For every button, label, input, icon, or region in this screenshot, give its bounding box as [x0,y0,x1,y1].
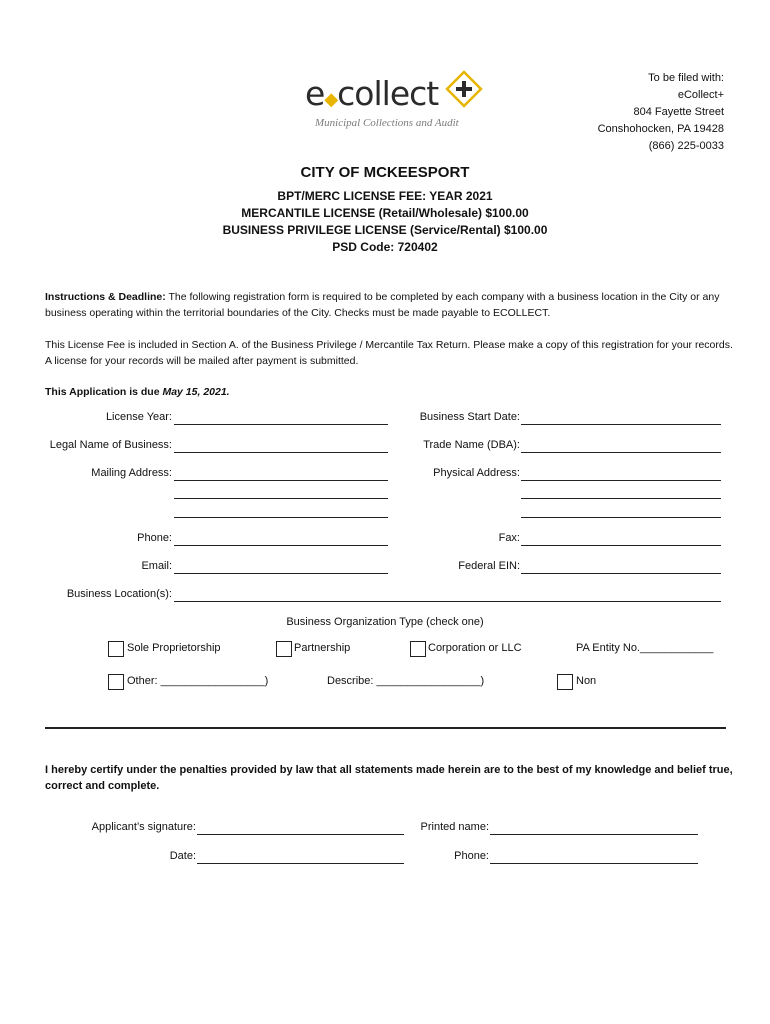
email-field[interactable] [174,573,388,574]
filed-with-line: (866) 225-0033 [648,140,724,152]
due-prefix: This Application is due [45,386,163,398]
title-block [0,188,770,256]
trade-name-field[interactable] [521,452,721,453]
trade-name-label: Trade Name (DBA): [423,439,520,451]
other-checkbox[interactable] [108,674,124,690]
date-field[interactable] [197,863,404,864]
email-label: Email: [141,560,172,572]
mailing-address-field-3[interactable] [174,517,388,518]
ecollect-logo [305,70,485,130]
license-fee-paragraph: This License Fee is included in Section A. of the Business Privilege / Mercantile Tax Return. Please make a copy of this registration for your records. A license for your records will be mailed after payment is submitted. [45,339,733,367]
corporation-llc-label: Corporation or LLC [428,642,522,654]
mailing-address-label: Mailing Address: [91,467,172,479]
mercantile-license-line: MERCANTILE LICENSE (Retail/Wholesale) $100.00 [241,206,529,220]
partnership-checkbox[interactable] [276,641,292,657]
sole-proprietorship-checkbox[interactable] [108,641,124,657]
fax-label: Fax: [498,532,520,544]
filed-with-line: To be filed with: [648,72,724,84]
instructions-paragraph [45,289,735,321]
partnership-label: Partnership [294,642,351,654]
legal-name-label: Legal Name of Business: [49,439,172,451]
physical-address-field-3[interactable] [521,517,721,518]
printed-name-field[interactable] [490,834,698,835]
sole-proprietorship-label: Sole Proprietorship [127,642,221,654]
filed-with-line: Conshohocken, PA 19428 [597,123,724,135]
certification-statement: I hereby certify under the penalties provided by law that all statements made herein are to the best of my knowledge and belief true, correct and complete. [45,764,733,792]
cert-phone-field[interactable] [490,863,698,864]
section-divider [45,727,726,729]
license-year-field[interactable] [174,424,388,425]
legal-name-field[interactable] [174,452,388,453]
filed-with-line: eCollect+ [677,89,724,101]
non-checkbox[interactable] [557,674,573,690]
federal-ein-label: Federal EIN: [458,560,520,572]
applicant-signature-field[interactable] [197,834,404,835]
corporation-llc-checkbox[interactable] [410,641,426,657]
org-type-heading: Business Organization Type (check one) [286,616,484,628]
physical-address-label: Physical Address: [433,467,520,479]
instructions-text: The following registration form is required to be completed by each company with a business location in the City or any business operating within the territorial boundaries of the City. Checks must be made payable to ECOLLECT. [45,291,720,319]
physical-address-field-2[interactable] [521,498,721,499]
business-locations-field[interactable] [174,601,721,602]
printed-name-label: Printed name: [420,821,489,833]
filed-with-line: 804 Fayette Street [633,106,724,118]
phone-field[interactable] [174,545,388,546]
pa-entity-number-field[interactable]: PA Entity No.____________ [576,642,714,654]
mailing-address-field-2[interactable] [174,498,388,499]
due-date-line [45,384,735,400]
physical-address-field[interactable] [521,480,721,481]
mailing-address-field[interactable] [174,480,388,481]
plus-diamond-icon [445,70,483,108]
city-title: CITY OF MCKEESPORT [300,164,470,181]
applicant-signature-label: Applicant’s signature: [91,821,196,833]
due-date: May 15, 2021. [162,386,230,398]
license-year-label: License Year: [105,411,172,423]
phone-label: Phone: [137,532,172,544]
fax-field[interactable] [521,545,721,546]
filed-with-block [598,70,724,155]
federal-ein-field[interactable] [521,573,721,574]
business-start-date-label: Business Start Date: [419,411,520,423]
business-locations-label: Business Location(s): [66,588,172,600]
date-label: Date: [169,850,196,862]
license-fee-line: BPT/MERC LICENSE FEE: YEAR 2021 [277,189,493,203]
psd-code-line: PSD Code: 720402 [332,240,438,254]
logo-wordmark: e◆collect [305,74,439,113]
business-privilege-line: BUSINESS PRIVILEGE LICENSE (Service/Rental) $100.00 [222,223,548,237]
other-label[interactable]: Other: _________________) [127,675,269,687]
business-start-date-field[interactable] [521,424,721,425]
instructions-label: Instructions & Deadline: [45,291,166,303]
logo-tagline: Municipal Collections and Audit [315,117,459,129]
non-label: Non [576,675,597,687]
cert-phone-label: Phone: [454,850,489,862]
describe-field[interactable]: Describe: _________________) [327,675,485,687]
